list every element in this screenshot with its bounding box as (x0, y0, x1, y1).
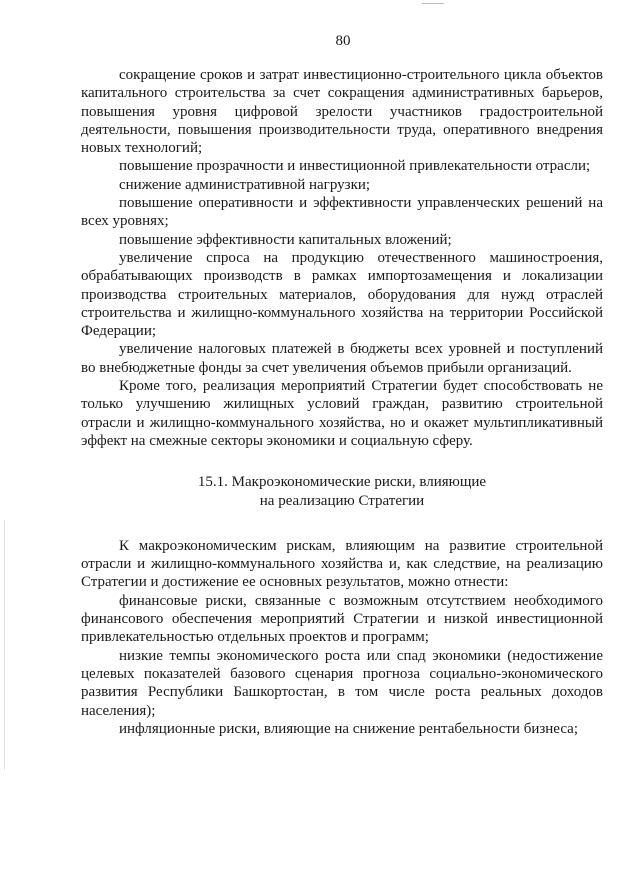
section-heading (81, 473, 603, 510)
paragraph: инфляционные риски, влияющие на снижение рентабельности бизнеса; (119, 720, 579, 737)
paragraph: Кроме того, реализация мероприятий Стратегии будет способствовать не только улучшению жилищных условий граждан, развитию строительной отрасли и жилищно-коммунального хозяйства, но и окажет мультипликативный эффект на смежные секторы экономики и социальную сферу. (81, 378, 603, 449)
page-number: 80 (335, 33, 351, 49)
body-text (81, 66, 603, 738)
paragraph: увеличение налоговых платежей в бюджеты всех уровней и поступлений во внебюджетные фонды за счет увеличения объемов прибыли организаций. (81, 341, 603, 376)
paragraph: низкие темпы экономического роста или спад экономики (недостижение целевых показателей базового сценария прогноза социально-экономического развития Республики Башкортостан, в том числе роста реальных доходов населения); (81, 647, 603, 719)
paragraph: сокращение сроков и затрат инвестиционно-строительного цикла объектов капитального строительства за счет сокращения административных барьеров, повышения уровня цифровой зрелости участников градостроительной деятельности, повышения производительности труда, оперативного внедрения новых технологий; (81, 67, 603, 157)
paragraph: увеличение спроса на продукцию отечественного машиностроения, обрабатывающих производств в рамках импортозамещения и локализации производства строительных материалов, оборудования для нужд отраслей строительства и жилищно-коммунального хозяйства на территории Российской Федерации; (81, 249, 603, 340)
paragraph: повышение оперативности и эффективности управленческих решений на всех уровнях; (81, 195, 603, 230)
scan-artifact-edge (4, 520, 5, 770)
paragraph: финансовые риски, связанные с возможным отсутствием необходимого финансового обеспечения мероприятий Стратегии и низкой инвестиционной привлекательностью отдельных проектов и программ; (81, 592, 603, 646)
paragraph: повышение прозрачности и инвестиционной привлекательности отрасли; (119, 158, 591, 175)
section-heading-line-2: на реализацию Стратегии (259, 492, 425, 509)
paragraph: снижение административной нагрузки; (119, 176, 371, 193)
section-heading-line-1: 15.1. Макроэкономические риски, влияющие (197, 474, 487, 491)
paragraph: К макроэкономическим рискам, влияющим на развитие строительной отрасли и жилищно-коммунального хозяйства и, как следствие, на реализацию Стратегии и достижение ее основных результатов, можно отнести: (81, 537, 603, 591)
scan-artifact-mark (422, 0, 444, 4)
paragraph: повышение эффективности капитальных вложений; (119, 231, 452, 248)
